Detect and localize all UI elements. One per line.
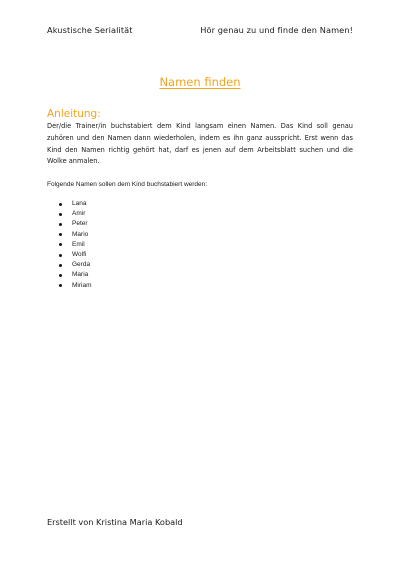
- name-label: Gerda: [72, 261, 91, 269]
- name-label: Maria: [72, 271, 89, 279]
- names-list: [58, 199, 92, 291]
- bullet-icon: [59, 233, 62, 236]
- name-label: Wolfi: [72, 250, 87, 258]
- name-label: Amir: [72, 210, 86, 218]
- name-label: Emil: [72, 240, 85, 248]
- bullet-icon: [59, 223, 62, 226]
- name-label: Miriam: [72, 281, 92, 289]
- bullet-icon: [59, 213, 62, 216]
- instructions-text: Der/die Trainer/in buchstabiert dem Kind langsam einen Namen. Das Kind soll genau zuhören und den Namen dann wiederholen, indem es ihn ganz ausspricht. Erst wenn das Kind den Namen richtig gehört hat, darf es jenen auf dem Arbeitsblatt suchen und die Wolke anmalen.: [47, 122, 353, 166]
- list-item: [58, 270, 92, 280]
- name-label: Mario: [72, 230, 89, 238]
- names-list-intro: Folgende Namen sollen dem Kind buchstabiert werden:: [47, 181, 208, 188]
- bullet-icon: [59, 243, 62, 246]
- footer-author: Erstellt von Kristina Maria Kobald: [47, 517, 183, 527]
- list-item: [58, 230, 92, 240]
- list-item: [58, 199, 92, 209]
- bullet-icon: [59, 284, 62, 287]
- list-item: [58, 260, 92, 270]
- header-left-text: Akustische Serialität: [47, 25, 133, 35]
- list-item: [58, 209, 92, 219]
- name-label: Peter: [72, 220, 88, 228]
- bullet-icon: [59, 264, 62, 267]
- page-title: Namen finden: [159, 75, 241, 89]
- list-item: [58, 250, 92, 260]
- instructions-heading: Anleitung:: [47, 108, 101, 120]
- bullet-icon: [59, 254, 62, 257]
- list-item: [58, 219, 92, 229]
- name-label: Lana: [72, 200, 87, 207]
- bullet-icon: [59, 203, 62, 206]
- bullet-icon: [59, 274, 62, 277]
- list-item: [58, 281, 92, 291]
- list-item: [58, 240, 92, 250]
- header-right-text: Hör genau zu und finde den Namen!: [200, 25, 353, 35]
